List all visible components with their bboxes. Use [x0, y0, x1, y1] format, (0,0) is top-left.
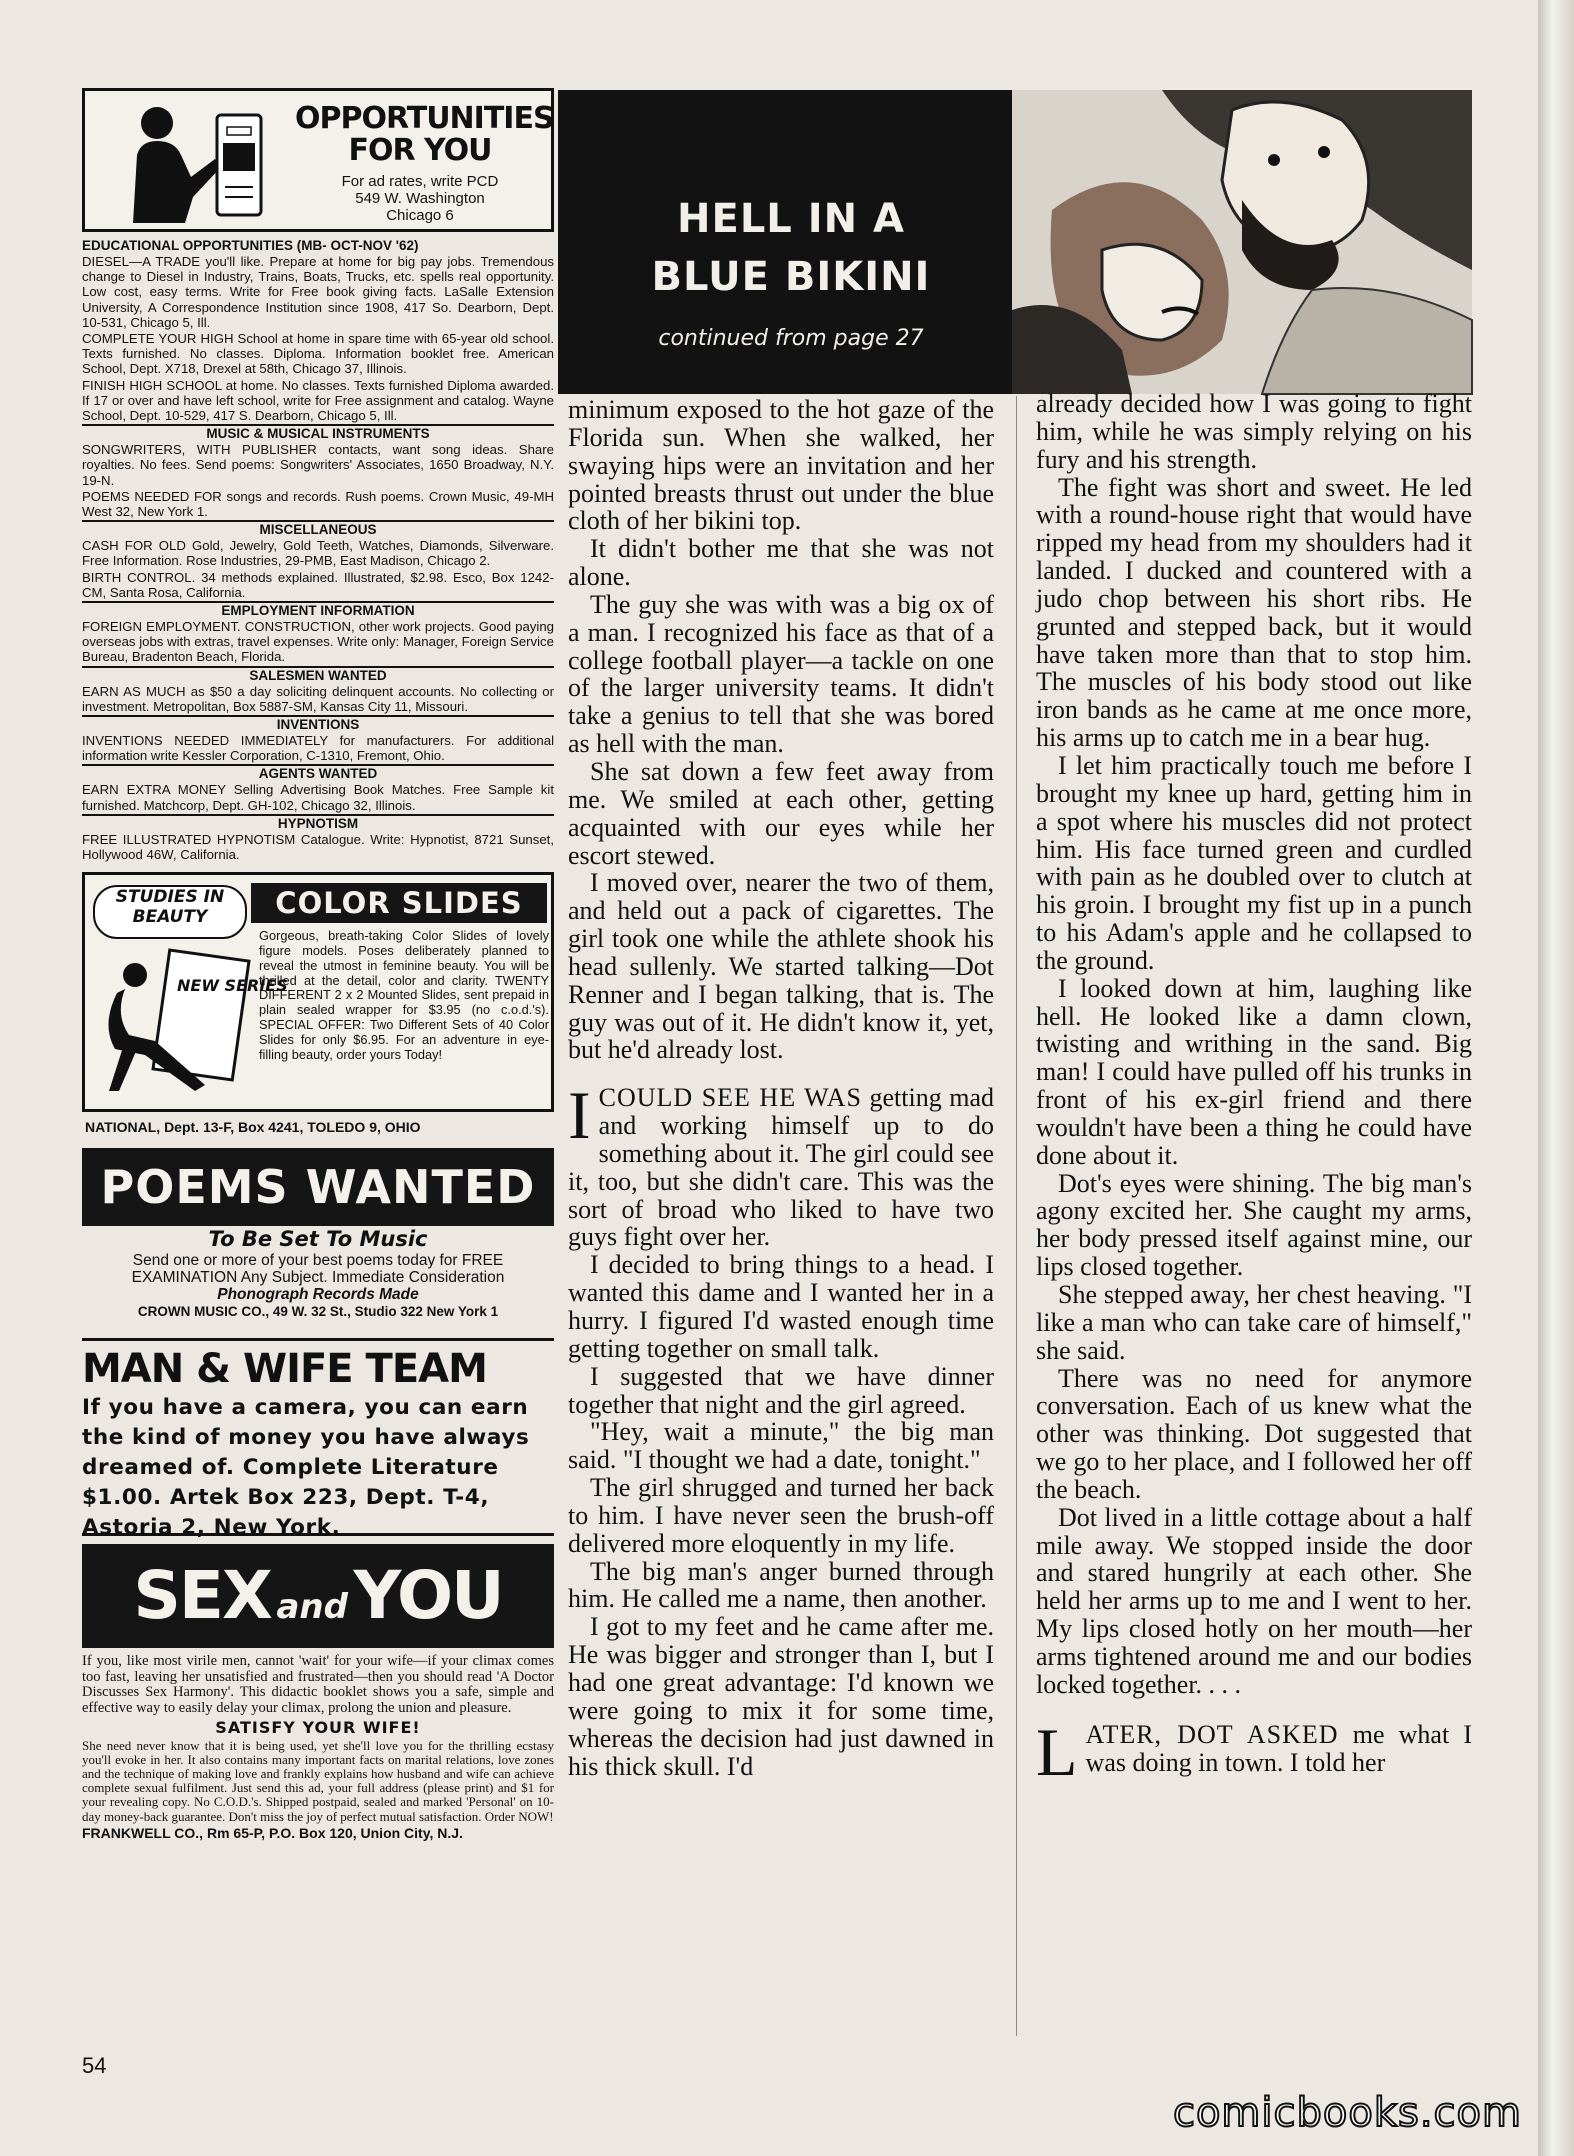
phonograph-records-line: Phonograph Records Made [217, 1286, 419, 1304]
couple-illustration-icon [1012, 90, 1472, 394]
story-paragraph: already decided how I was going to fight him, while he was simply relying on his fury and his strength. [1036, 389, 1472, 474]
continued-note: continued from page 27 [658, 326, 924, 351]
classified-entry: FOREIGN EMPLOYMENT. CONSTRUCTION, other work projects. Good paying overseas jobs with extras, travel expenses. Write only: Manager, Foreign Service Bureau, Bradenton Beach, Florida. [82, 619, 554, 665]
poems-wanted-ad [82, 1148, 554, 1330]
classified-entry: FREE ILLUSTRATED HYPNOTISM Catalogue. Write: Hypnotist, 8721 Sunset, Hollywood 46W, California. [82, 831, 554, 863]
classified-entry: POEMS NEEDED FOR songs and records. Rush poems. Crown Music, 49-MH West 32, New York 1. [82, 488, 554, 520]
classified-heading: INVENTIONS [82, 715, 554, 733]
story-section-opener [1036, 1713, 1472, 1790]
color-slides-title: COLOR SLIDES [251, 883, 547, 923]
sex-and-you-copy: If you, like most virile men, cannot 'wait' for your wife—if your climax comes too fast, leaving her unsatisfied and frustrated—then you should read 'A Doctor Discusses Sex Harmony'. This didactic booklet shows you a safe, simple and effective way to easily delay your climax, prolong the union and pleasure. [82, 1653, 554, 1717]
story-paragraph: The fight was short and sweet. He led with a round-house right that would have ripped my head from my shoulders had it landed. I ducked and countered with a judo chop between his short ribs. He grunted and stepped back, but it would have taken more than that to stop him. The muscles of his body stood out like iron bands as he came at me once more, his arms up to catch me in a bear hug. [1036, 472, 1472, 753]
man-wife-team-ad [82, 1338, 554, 1541]
story-paragraph: The guy she was with was a big ox of a man. I recognized his face as that of a college football player—a tackle on one of the larger university teams. It didn't take a genius to tell that she was bored as hell with the man. [568, 589, 994, 759]
satisfy-headline: SATISFY YOUR WIFE! [215, 1717, 421, 1737]
story-paragraph: "Hey, wait a minute," the big man said. "I thought we had a date, tonight." [568, 1417, 994, 1475]
color-slides-copy: Gorgeous, breath-taking Color Slides of lovely figure models. Poses deliberately planned to reveal the utmost in feminine beauty. You will be thrilled at the detail, color and clarity. TWENTY DIFFERENT 2 x 2 Mounted Slides, sent prepaid in plain sealed wrapper for $3.95 (no c.o.d.'s). SPECIAL OFFER: Two Different Sets of 40 Color Slides for only $6.95. For an adventure in eye-filling beauty, order yours Today! [259, 928, 549, 1062]
man-wife-team-title: MAN & WIFE TEAM [82, 1346, 487, 1393]
story-paragraph: There was no need for anymore conversation. Each of us knew what the other was thinking. Dot suggested that we go to her place, and I followed her off the beach. [1036, 1363, 1472, 1504]
classified-heading: AGENTS WANTED [82, 764, 554, 782]
story-paragraph: I suggested that we have dinner together that night and the girl agreed. [568, 1361, 994, 1419]
section-opener-text: getting mad and working himself up to do something about it. The girl could see it, too, but she didn't care. This was the sort of broad who liked to have two guys fight over her. [568, 1083, 994, 1252]
sex-and-you-copy-2: She need never know that it is being used, yet she'll love you for the thrilling ecstasy you'll evoke in her. It also contains many important facts on marital relations, love zones and the technique of making love and frankly explains how husband and wife can achieve complete sexual fulfilment. Just send this ad, your full address (please print) and $1 for your revealing copy. No C.O.D.'s. Shipped postpaid, sealed and marked 'Personal' on 10-day money-back guarantee. Don't miss the joy of perfect mutual satisfaction. Order NOW! [82, 1737, 554, 1824]
story-paragraph: It didn't bother me that she was not alone. [568, 534, 994, 592]
story-paragraph: I let him practically touch me before I brought my knee up hard, getting him in a spot where his muscles did not protect him. His face turned green and curdled with pain as he doubled over to clutch at his groin. I brought my fist up in a punch to his Adam's apple and he collapsed to the ground. [1036, 750, 1472, 975]
man-at-mailbox-icon [95, 97, 275, 223]
watermark: comicbooks.com [1172, 2090, 1522, 2136]
small-caps-lead: ATER, DOT ASKED [1085, 1719, 1339, 1749]
classified-heading: MUSIC & MUSICAL INSTRUMENTS [82, 424, 554, 442]
ad-rates-info: For ad rates, write PCD 549 W. Washington Chicago 6 [341, 173, 499, 224]
opportunities-title: OPPORTUNITIES FOR YOU [295, 101, 554, 168]
classified-listings [82, 238, 554, 862]
opportunities-box [82, 88, 554, 232]
classified-heading: HYPNOTISM [82, 814, 554, 832]
classified-entry: INVENTIONS NEEDED IMMEDIATELY for manufacturers. For additional information write Kessler Corporation, C-1310, Fremont, Ohio. [82, 733, 554, 764]
story-column-1 [568, 396, 994, 1780]
story-paragraph: I moved over, nearer the two of them, and held out a pack of cigarettes. The girl took one while the athlete shook his head sullenly. We started talking—Dot Renner and I began talking, that is. The guy was out of it. He didn't know it, yet, but he'd already lost. [568, 868, 994, 1065]
sex-and-you-ad [82, 1533, 554, 1842]
story-column-2 [1036, 389, 1472, 1790]
sex-and-you-address: FRANKWELL CO., Rm 65-P, P.O. Box 120, Union City, N.J. [82, 1824, 463, 1841]
classified-heading: EMPLOYMENT INFORMATION [82, 601, 554, 619]
classified-entry: FINISH HIGH SCHOOL at home. No classes. Texts furnished Diploma awarded. If 17 or over and have left school, write for Free assignment and catalog. Wayne School, Dept. 10-529, 417 S. Dearborn, Chicago 5, Ill. [82, 377, 554, 424]
page-edge [1538, 0, 1574, 2156]
story-paragraph: I decided to bring things to a head. I wanted this dame and I wanted her in a hurry. I figured I'd wasted enough time getting together on small talk. [568, 1250, 994, 1363]
classified-entry: BIRTH CONTROL. 34 methods explained. Illustrated, $2.98. Esco, Box 1242-CM, Santa Rosa, California. [82, 569, 554, 600]
poems-wanted-copy: Send one or more of your best poems today for FREE EXAMINATION Any Subject. Immediate Consideration [131, 1252, 505, 1287]
section-opener-text: me what I was doing in town. I told her [1085, 1719, 1472, 1777]
color-slides-address: NATIONAL, Dept. 13-F, Box 4241, TOLEDO 9, OHIO [85, 1119, 421, 1136]
story-paragraph: The girl shrugged and turned her back to him. I have never seen the brush-off delivered more eloquently in my life. [568, 1473, 994, 1558]
story-paragraph: Dot lived in a little cottage about a half mile away. We stopped inside the door and stared hungrily at each other. She held her arms up to me and I went to her. My lips closed hotly on her mouth—her arms tightened around me and our bodies locked together. . . . [1036, 1502, 1472, 1699]
classified-entry: CASH FOR OLD Gold, Jewelry, Gold Teeth, Watches, Diamonds, Silverware. Free Information. Rose Industries, 29-PMB, East Madison, Chicago 2. [82, 538, 554, 569]
page-number: 54 [82, 2053, 107, 2078]
story-paragraph: She stepped away, her chest heaving. "I like a man who can take care of himself," she said. [1036, 1280, 1472, 1365]
classified-entry: EARN AS MUCH as $50 a day soliciting delinquent accounts. No collecting or investment. Metropolitan, Box 5887-SM, Kansas City 11, Missouri. [82, 683, 554, 714]
story-paragraph: She sat down a few feet away from me. We smiled at each other, getting acquainted with our eyes while her escort stewed. [568, 756, 994, 870]
poems-wanted-subtitle: To Be Set To Music [208, 1227, 428, 1252]
story-paragraph: minimum exposed to the hot gaze of the Florida sun. When she walked, her swaying hips were an invitation and her pointed breasts thrust out under the blue cloth of her bikini top. [568, 395, 994, 536]
poems-wanted-title: POEMS WANTED [82, 1148, 554, 1226]
story-title: HELL IN A BLUE BIKINI [651, 196, 931, 300]
story-header [558, 90, 1472, 394]
studies-in-beauty-badge: STUDIES IN BEAUTY [93, 885, 247, 939]
seated-model-icon [95, 945, 288, 1095]
sex-and-you-title: SEX and YOU [82, 1544, 554, 1648]
classified-entry: SONGWRITERS, WITH PUBLISHER contacts, want song ideas. Share royalties. No fees. Send poems: Songwriters' Associates, 1650 Broadway, N.Y. 19-N. [82, 442, 554, 488]
drop-cap: L [1036, 1713, 1078, 1790]
story-paragraph: Dot's eyes were shining. The big man's agony excited her. She caught my arms, her body pressed itself against mine, our lips closed together. [1036, 1168, 1472, 1282]
ad-column [82, 88, 554, 1842]
small-caps-lead: COULD SEE HE WAS [598, 1083, 863, 1113]
story-section-opener [568, 1077, 994, 1252]
man-wife-team-copy: If you have a camera, you can earn the kind of money you have always dreamed of. Complete Literature $1.00. Artek Box 223, Dept. T-4, Astoria 2, New York. [82, 1395, 530, 1541]
classified-entry: DIESEL—A TRADE you'll like. Prepare at home for big pay jobs. Tremendous change to Diesel in Industry, Trains, Boats, Trucks, etc. spells real opportunity. Low cost, easy terms. Write for Free book giving facts. LaSalle Extension University, A Correspondence Institution since 1908, 417 So. Dearborn, Dept. 10-531, Chicago 5, Ill. [82, 254, 554, 330]
drop-cap: I [568, 1077, 591, 1154]
poems-wanted-address: CROWN MUSIC CO., 49 W. 32 St., Studio 322 New York 1 [137, 1304, 499, 1320]
classified-entry: EARN EXTRA MONEY Selling Advertising Book Matches. Free Sample kit furnished. Matchcorp, Dept. GH-102, Chicago 32, Illinois. [82, 782, 554, 813]
story-paragraph: The big man's anger burned through him. He called me a name, then another. [568, 1556, 994, 1614]
color-slides-ad [82, 872, 554, 1136]
new-series-label: NEW SERIES [177, 976, 288, 996]
story-paragraph: I looked down at him, laughing like hell. He looked like a damn clown, twisting and writhing in the sand. Big man! I could have pulled off his trunks in front of his ex-girl friend and there wouldn't have been a thing he could have done about it. [1036, 973, 1472, 1170]
classified-entry: COMPLETE YOUR HIGH School at home in spare time with 65-year old school. Texts furnished. No classes. Diploma. Information booklet free. American School, Dept. X718, Drexel at 58th, Chicago 37, Illinois. [82, 331, 554, 377]
story-paragraph: I got to my feet and he came after me. He was bigger and stronger than I, but I had one great advantage: I'd known we were going to mix it for some time, whereas the decision had just dawned in his thick skull. I'd [568, 1612, 994, 1781]
column-divider [1016, 396, 1017, 2036]
classified-heading: MISCELLANEOUS [82, 520, 554, 538]
classified-heading: EDUCATIONAL OPPORTUNITIES (MB- OCT-NOV '62) [82, 238, 419, 253]
classified-heading: SALESMEN WANTED [82, 666, 554, 684]
